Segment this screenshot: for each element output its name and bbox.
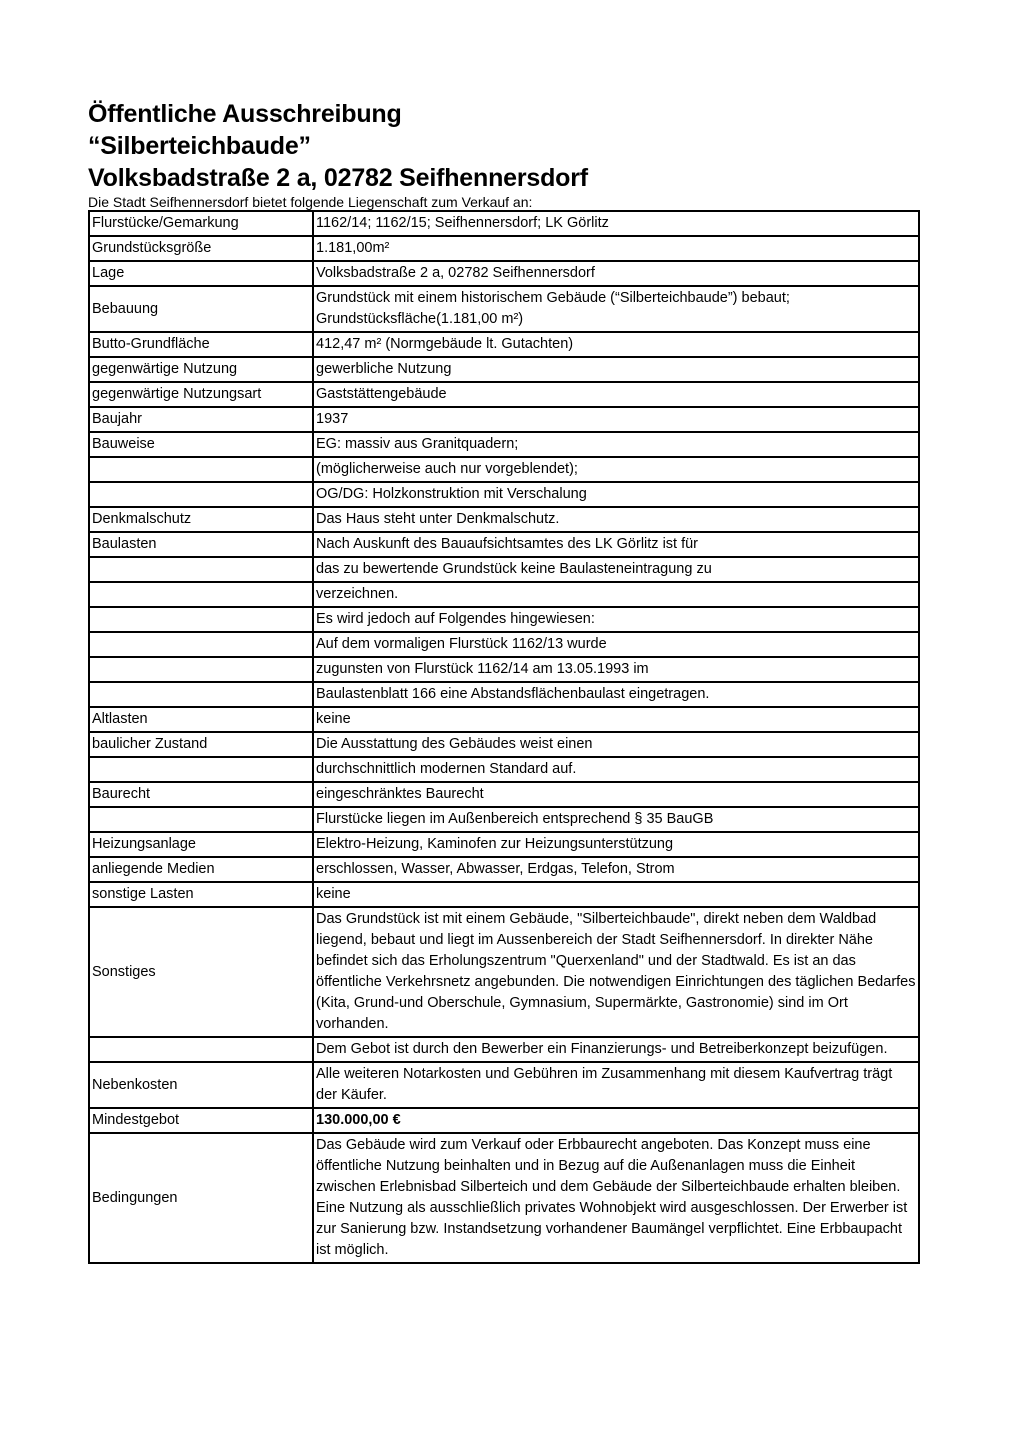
table-row	[89, 482, 919, 507]
table-row	[89, 457, 919, 482]
row-label	[89, 632, 313, 657]
row-value: keine	[313, 707, 919, 732]
row-label	[89, 607, 313, 632]
row-value: verzeichnen.	[313, 582, 919, 607]
row-label	[89, 657, 313, 682]
row-value: Grundstück mit einem historischem Gebäude (“Silberteichbaude”) bebaut; Grundstücksfläche(1.181,00 m²)	[313, 286, 919, 332]
row-label	[89, 682, 313, 707]
row-label: Bauweise	[89, 432, 313, 457]
row-label: baulicher Zustand	[89, 732, 313, 757]
title-line-2: “Silberteichbaude”	[88, 132, 311, 160]
row-label: Baurecht	[89, 782, 313, 807]
title-line-3: Volksbadstraße 2 a, 02782 Seifhennersdorf	[88, 164, 588, 192]
row-value: Das Grundstück ist mit einem Gebäude, "Silberteichbaude", direkt neben dem Waldbad liegend, bebaut und liegt im Aussenbereich der Stadt Seifhennersdorf. In direkter Nähe befindet sich das Erholungszentrum "Querxenland" und der Stadtwald. Es ist an das öffentliche Verkehrsnetz angebunden. Die notwendigen Einrichtungen des täglichen Bedarfes (Kita, Grund-und Oberschule, Gymnasium, Supermärkte, Gastronomie) sind im Ort vorhanden.	[313, 907, 919, 1037]
table-row	[89, 682, 919, 707]
table-row	[89, 261, 919, 286]
row-label: Bedingungen	[89, 1133, 313, 1263]
row-value: Flurstücke liegen im Außenbereich entsprechend § 35 BauGB	[313, 807, 919, 832]
row-value: Volksbadstraße 2 a, 02782 Seifhennersdorf	[313, 261, 919, 286]
row-value: Auf dem vormaligen Flurstück 1162/13 wurde	[313, 632, 919, 657]
row-label: Denkmalschutz	[89, 507, 313, 532]
row-value: Dem Gebot ist durch den Bewerber ein Finanzierungs- und Betreiberkonzept beizufügen.	[313, 1037, 919, 1062]
document-page	[88, 98, 918, 1264]
table-row	[89, 1133, 919, 1263]
table-row	[89, 532, 919, 557]
row-label	[89, 557, 313, 582]
row-value: 1937	[313, 407, 919, 432]
row-value: EG: massiv aus Granitquadern;	[313, 432, 919, 457]
row-value: 1162/14; 1162/15; Seifhennersdorf; LK Görlitz	[313, 211, 919, 236]
row-value: Das Haus steht unter Denkmalschutz.	[313, 507, 919, 532]
row-value: durchschnittlich modernen Standard auf.	[313, 757, 919, 782]
row-value: erschlossen, Wasser, Abwasser, Erdgas, Telefon, Strom	[313, 857, 919, 882]
table-row	[89, 732, 919, 757]
row-value: (möglicherweise auch nur vorgeblendet);	[313, 457, 919, 482]
table-row	[89, 632, 919, 657]
row-value: Nach Auskunft des Bauaufsichtsamtes des LK Görlitz ist für	[313, 532, 919, 557]
row-value: Es wird jedoch auf Folgendes hingewiesen:	[313, 607, 919, 632]
row-label: Sonstiges	[89, 907, 313, 1037]
table-row	[89, 782, 919, 807]
row-value: eingeschränktes Baurecht	[313, 782, 919, 807]
table-row	[89, 857, 919, 882]
row-label	[89, 482, 313, 507]
row-value: 412,47 m² (Normgebäude lt. Gutachten)	[313, 332, 919, 357]
row-label: anliegende Medien	[89, 857, 313, 882]
table-row	[89, 507, 919, 532]
row-label: Grundstücksgröße	[89, 236, 313, 261]
table-row	[89, 357, 919, 382]
table-row	[89, 657, 919, 682]
row-label: Flurstücke/Gemarkung	[89, 211, 313, 236]
row-label	[89, 457, 313, 482]
row-label: Bebauung	[89, 286, 313, 332]
row-label: Baujahr	[89, 407, 313, 432]
row-value: Baulastenblatt 166 eine Abstandsflächenbaulast eingetragen.	[313, 682, 919, 707]
row-label: Baulasten	[89, 532, 313, 557]
row-value: 1.181,00m²	[313, 236, 919, 261]
table-row	[89, 236, 919, 261]
row-label: gegenwärtige Nutzungsart	[89, 382, 313, 407]
title-line-1: Öffentliche Ausschreibung	[88, 100, 402, 128]
table-row	[89, 607, 919, 632]
table-row	[89, 882, 919, 907]
table-row	[89, 807, 919, 832]
row-label: Butto-Grundfläche	[89, 332, 313, 357]
table-row	[89, 707, 919, 732]
row-value: Das Gebäude wird zum Verkauf oder Erbbaurecht angeboten. Das Konzept muss eine öffentliche Nutzung beinhalten und in Bezug auf die Außenanlagen muss die Einheit zwischen Erlebnisbad Silberteich und dem Gebäude der Silberteichbaude erhalten bleiben. Eine Nutzung als ausschließlich privates Wohnobjekt wird ausgeschlossen. Der Erwerber ist zur Sanierung bzw. Instandsetzung vorhandener Baumängel verpflichtet. Eine Erbbaupacht ist möglich.	[313, 1133, 919, 1263]
table-row	[89, 1108, 919, 1133]
row-value: Elektro-Heizung, Kaminofen zur Heizungsunterstützung	[313, 832, 919, 857]
row-label: Mindestgebot	[89, 1108, 313, 1133]
row-value: das zu bewertende Grundstück keine Baulasteneintragung zu	[313, 557, 919, 582]
table-row	[89, 757, 919, 782]
row-label	[89, 807, 313, 832]
row-label: gegenwärtige Nutzung	[89, 357, 313, 382]
table-row	[89, 407, 919, 432]
property-table	[88, 210, 920, 1264]
row-label	[89, 1037, 313, 1062]
table-row	[89, 211, 919, 236]
table-row	[89, 432, 919, 457]
row-value: Gaststättengebäude	[313, 382, 919, 407]
table-row	[89, 1062, 919, 1108]
row-label: Altlasten	[89, 707, 313, 732]
table-row	[89, 1037, 919, 1062]
row-label: Heizungsanlage	[89, 832, 313, 857]
table-row	[89, 286, 919, 332]
row-label: Nebenkosten	[89, 1062, 313, 1108]
minimum-bid-value: 130.000,00 €	[313, 1108, 919, 1133]
row-value: OG/DG: Holzkonstruktion mit Verschalung	[313, 482, 919, 507]
row-label: Lage	[89, 261, 313, 286]
row-value: Alle weiteren Notarkosten und Gebühren im Zusammenhang mit diesem Kaufvertrag trägt der Käufer.	[313, 1062, 919, 1108]
table-row	[89, 907, 919, 1037]
intro-text: Die Stadt Seifhennersdorf bietet folgende Liegenschaft zum Verkauf an:	[88, 194, 533, 210]
table-row	[89, 582, 919, 607]
row-label: sonstige Lasten	[89, 882, 313, 907]
table-row	[89, 382, 919, 407]
row-value: gewerbliche Nutzung	[313, 357, 919, 382]
row-label	[89, 757, 313, 782]
row-value: Die Ausstattung des Gebäudes weist einen	[313, 732, 919, 757]
row-value: keine	[313, 882, 919, 907]
table-row	[89, 557, 919, 582]
row-value: zugunsten von Flurstück 1162/14 am 13.05.1993 im	[313, 657, 919, 682]
table-row	[89, 332, 919, 357]
table-row	[89, 832, 919, 857]
row-label	[89, 582, 313, 607]
